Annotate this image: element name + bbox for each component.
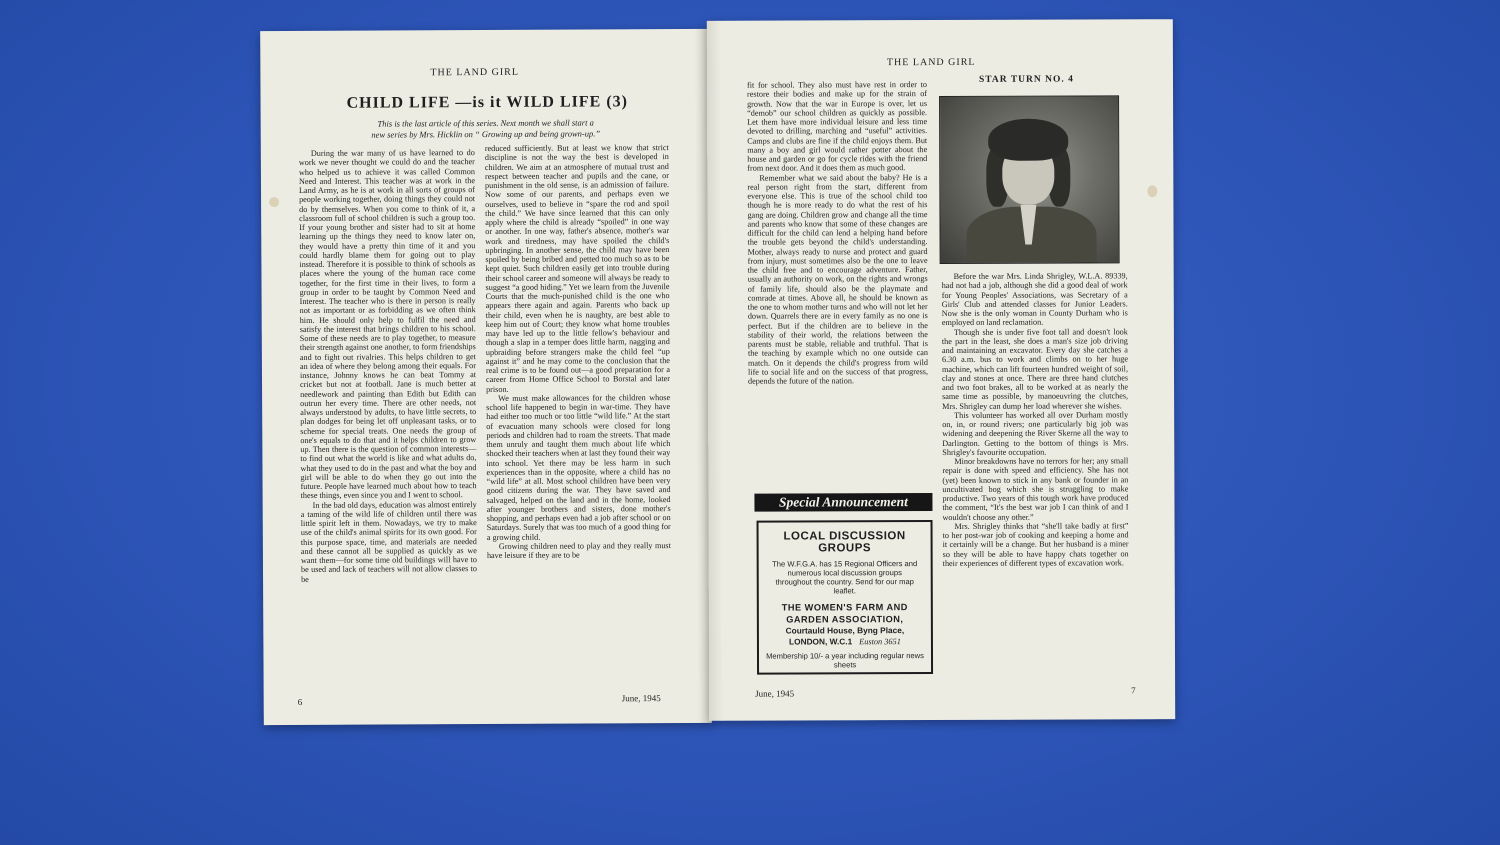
org-name-line: GARDEN ASSOCIATION, [786,614,904,625]
membership-note: Membership 10/- a year including regular news sheets [766,651,924,670]
left-column-2 [485,143,672,684]
paragraph: Though she is under five foot tall and doesn't look the part in the least, she does a man's size job driving and maintaining an excavator. Every day she catches a 6.30 a.m. bus to work and climbs on to her huge machine, which can lift fourteen hundred weight of soil, clay and stones at once. There are three hand clutches and two foot brakes, all to be worked at as nearly the same time as possible, by manoeuvring the clutches, Mrs. Shrigley can dump her load wherever she wishes. [941,326,1129,411]
right-page [707,19,1175,721]
left-page [260,29,712,725]
paper-stain [269,197,279,207]
article-subtitle [331,117,641,141]
paragraph: Mrs. Shrigley thinks that “she'll take badly at first” to her post-war job of cooking and keeping a home and it certainly will be a change. But her husband is a miner so they will be able to have happy chats together on their experiences of different types of excavation work. [942,521,1129,568]
page-date: June, 1945 [621,693,661,704]
paragraph: We must make allowances for the children whose school life happened to begin in war-time. They have had either too much or too little “wild life.” At the start of evacuation many schools were closed for long periods and children had to roam the streets. That made them unruly and taught them much about life which shocked their teachers when at last they found their way into school. Yet there may be less harm in such experiences than in the opposite, where a child has no “wild life” at all. Most school children have been very good citizens during the war. They have saved and salvaged, helped on the land and in the home, looked after younger brothers and sisters, done mother's shopping, and perhaps even had a job after school or on Saturdays. Surely that was too much of a good thing for a growing child. [486,392,671,542]
paragraph: Growing children need to play and they really must have leisure if they are to be [486,540,671,560]
right-column-1 [747,80,928,471]
paragraph: reduced sufficiently. But at least we know that strict discipline is not the way the best is developed in children. We aim at an atmosphere of mutual trust and respect between teacher and pupils and the cane, or punishment in the old sense, is an admission of failure. Now some of our parents, and perhaps even we ourselves, used to believe in “spare the rod and spoil the child.” We have since learned that this can only apply where the child is already “spoiled” in one way or another. In one way, father's absence, mother's war work and tiredness, may have spoiled the child's upbringing. In another sense, the child may have been spoiled by being bribed and petted too much so as to be kept quiet. Such children easily get into trouble during their school career and someone will always be ready to suggest “a good hiding.” Yet we learn from the Juvenile Courts that the much-punished child is the one who appears there again and again. Parents who back up their child, even when he is naughty, are best able to keep him out of Court; they know what home troubles may have led up to the little fellow's behaviour and though a slap in a temper does little harm, nagging and upbraiding before strangers make the child feel “up against it” and he may come to the conclusion that the real crime is to be found out—a good preparation for a career from Home Office School to Borstal and later prison. [484,143,671,394]
announcement-heading: LOCAL DISCUSSION GROUPS [783,530,906,555]
announcement-body: The W.F.G.A. has 15 Regional Officers and numerous local discussion groups throughout the country. Send for our map leaflet. [772,559,918,596]
paragraph: Minor breakdowns have no terrors for her; any small repair is done with speed and efficiency. She has not (yet) been known to stick in any bank or founder in an uncultivated bog which she is struggling to make productive. Two years of this tough work have produced the comment, “It's the best war job I can think of and I wouldn't choose any other.” [942,456,1129,522]
paragraph: fit for school. They also must have rest in order to restore their bodies and make up for the strain of growth. Now that the war in Europe is over, let us “demob” our school children as quickly as possible. Let them have more individual leisure and less time devoted to drilling, marching and “useful” activities. Camps and clubs are fine if the child enjoys them. But many a boy and girl would rather potter about the house and garden or go for cycle rides with the friend from next door. And it does them as much good. [746,80,928,173]
running-head: THE LAND GIRL [886,56,976,69]
special-announcement-banner: Special Announcement [754,493,932,512]
org-name-line: THE WOMEN'S FARM AND [781,602,908,613]
page-number: 7 [1131,685,1136,696]
address-line [759,636,931,648]
running-head: THE LAND GIRL [430,66,519,79]
paragraph: This volunteer has worked all over Durham mostly on, in, or round rivers; one particularly big job was widening and deepening the River Skerne all the way to Darlington. Getting to the bottom of things is Mrs. Shrigley's favourite occupation. [942,410,1129,457]
address-line: Courtauld House, Byng Place, [785,625,905,636]
subtitle-line: This is the last article of this series. Next month we shall start a [377,117,594,129]
article-title: CHILD LIFE —is it WILD LIFE (3) [346,93,629,112]
page-date: June, 1945 [755,688,795,699]
subtitle-line: new series by Mrs. Hicklin on “ Growing up and being grown-up.” [371,128,601,140]
star-turn-heading: STAR TURN NO. 4 [978,74,1074,85]
phone-number: Euston 3651 [859,637,901,647]
address-city: LONDON, W.C.1 [789,636,853,647]
paper-stain [1147,185,1157,197]
page-number: 6 [297,696,303,707]
paragraph: In the bad old days, education was almost entirely a taming of the wild life of children until there was little spirit left in them. Nowadays, we try to make use of the child's animal spirits for its own good. For this purpose space, time, and materials are needed and these cannot all be supplied as quickly as we want them—for some time old buildings will have to be used and lack of teachers will not allow classes to be [300,499,478,584]
left-column-1 [299,148,478,685]
paragraph: Before the war Mrs. Linda Shrigley, W.L.A. 89339, had not had a job, although she did a good deal of work for Young Peoples' Associations, was Secretary of a Girls' Club and attended classes for Junior Leaders. Now she is the only woman in County Durham who is employed on land reclamation. [941,271,1128,328]
paragraph: During the war many of us have learned to do work we never thought we could do and the teacher who helped us to achieve it was called Common Need and Interest. This teacher was at work in the Land Army, as he is at work in all sorts of groups of people working together, doing things they could not do by themselves. When you come to think of it, a classroom full of school children is such a group too. If your young brother and sister had to sit at home learning up the things they need to know later on, they would have a pretty thin time of it and you could hardly blame them for going out to play instead. Therefore it is possible to think of schools as places where the young of the human race come together, for the first time in their lives, to form a group in order to be taught by Common Need and Interest. The teacher who is there in person is really not as important or as forbidding as we often think him. He should only help to fulfil the need and satisfy the interest that brings children to his school. Some of these needs are to play together, to measure their strength against one another, to form friendships and to fight out rivalries. This helps children to get an idea of where they belong among their equals. For instance, Johnny knows he can beat Tommy at cricket but not at football. Jane is much better at needlework and painting than Edith but Edith can outrun her every time. There are other needs, not always understood by adults, to have little secrets, to plan dodges for being let off unpleasant tasks, or to scheme for special treats. One needs the group of one's equals to do that and it helps children to grow up. Then there is the question of common interests—to find out what the world is like and what adults do, what they used to do in the past and what the boy and girl will be able to do when they go out into the future. People have learned much about how to teach these things, even since you and I went to school. [298,148,477,501]
paragraph: Remember what we said about the baby? He is a real person right from the start, different from everyone else. This is true of the school child too though he is more ready to do what the rest of his gang are doing. Children grow and change all the time and parents who know that some of these changes are difficult for the child can lend a helping hand before the trouble gets beyond the child's understanding. Mother, always ready to nurse and protect and guard from injury, must sometimes also be the one to leave the child free and to encourage adventure. Father, usually an authority on work, on the rights and wrongs of family life, should also be the playmate and comrade at times. Above all, he should be known as the one to whom mother turns and who will not let her down. Quarrels there are in every family as no one is perfect. But if the children are to believe in the stability of their world, the relations between the parents must be stable, reliable and truthful. That is the teaching by example which no one outside can match. On it depends the child's progress from wild life to social life and on the success of that progress, depends the future of the nation. [747,172,929,386]
portrait-photo [939,95,1120,264]
announcement-box [757,520,934,675]
right-column-2 [942,271,1129,674]
